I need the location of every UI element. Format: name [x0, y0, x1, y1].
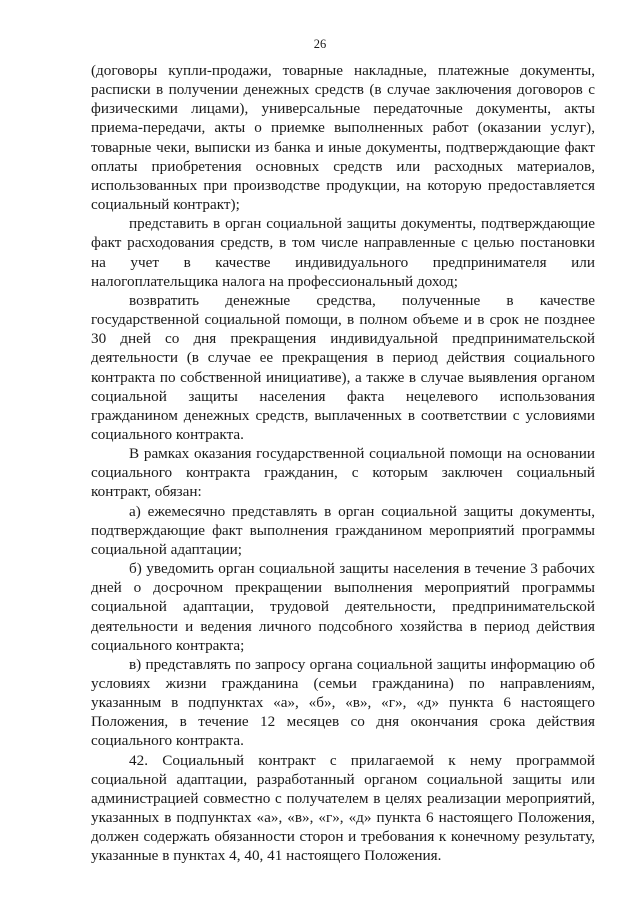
paragraph: а) ежемесячно представлять в орган социальной защиты документы, подтверждающие факт выполнения гражданином мероприятий программы социальной адаптации;: [91, 502, 595, 558]
paragraph: В рамках оказания государственной социальной помощи на основании социального контракта гражданин, с которым заключен социальный контракт, обязан:: [91, 445, 595, 501]
page-number: 26: [313, 37, 327, 51]
paragraph: в) представлять по запросу органа социальной защиты информацию об условиях жизни гражданина (семьи гражданина) по направлениям, указанным в подпунктах «а», «б», «в», «г», «д» пункта 6 настоящего Положения, в течение 12 месяцев со дня окончания срока действия социального контракта.: [91, 655, 595, 750]
paragraph: (договоры купли-продажи, товарные накладные, платежные документы, расписки в получении денежных средств (в случае заключения договоров с физическими лицами), универсальные передаточные документы, акты приема-передачи, акты о приемке выполненных работ (оказании услуг), товарные чеки, выписки из банка и иные документы, подтверждающие факт оплаты приобретения основных средств или расходных материалов, использованных при производстве продукции, на которую предоставляется социальный контракт);: [91, 62, 595, 214]
paragraph: б) уведомить орган социальной защиты населения в течение 3 рабочих дней о досрочном прекращении выполнения мероприятий программы социальной адаптации, трудовой деятельности, предпринимательской деятельности и ведения личного подсобного хозяйства в период действия социального контракта;: [91, 560, 595, 654]
document-body: [91, 61, 595, 866]
paragraph: возвратить денежные средства, полученные в качестве государственной социальной помощи, в полном объеме и в срок не позднее 30 дней со дня прекращения индивидуальной предпринимательской деятельности (в случае ее прекращения в период действия социального контракта по собственной инициативе), а также в случае выявления органом социальной защиты населения факта нецелевого использования гражданином денежных средств, выплаченных в соответствии с условиями социального контракта.: [91, 291, 595, 443]
paragraph: представить в орган социальной защиты документы, подтверждающие факт расходования средств, в том числе направленные с целью постановки на учет в качестве индивидуального предпринимателя или налогоплательщика налога на профессиональный доход;: [91, 215, 595, 290]
paragraph: 42. Социальный контракт с прилагаемой к нему программой социальной адаптации, разработанный органом социальной защиты или администрацией совместно с получателем в целях реализации мероприятий, указанных в подпунктах «а», «в», «г», «д» пункта 6 настоящего Положения, должен содержать обязанности сторон и требования к конечному результату, указанные в пунктах 4, 40, 41 настоящего Положения.: [91, 751, 595, 865]
